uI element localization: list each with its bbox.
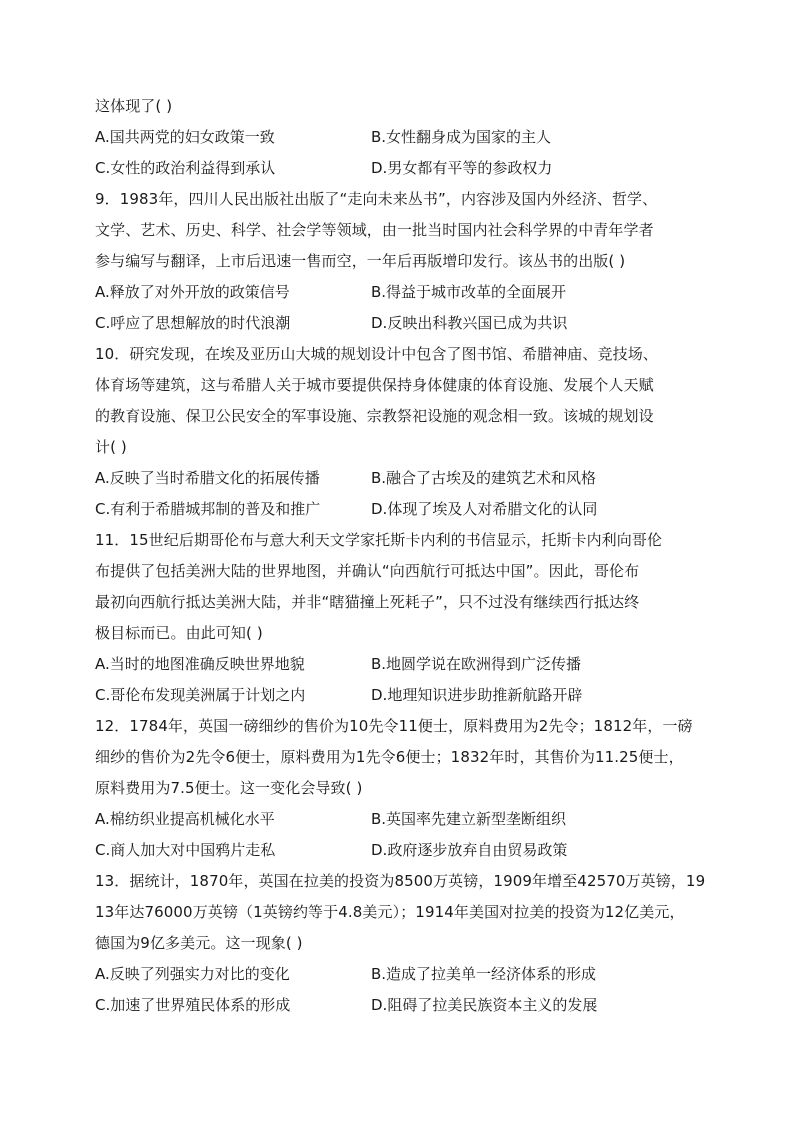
option-b[interactable]: B.得益于城市改革的全面展开 bbox=[371, 283, 567, 301]
option-b[interactable]: B.造成了拉美单一经济体系的形成 bbox=[371, 965, 597, 983]
option-c[interactable]: C.哥伦布发现美洲属于计划之内 bbox=[95, 686, 306, 704]
question-stem-line: 13．据统计，1870年，英国在拉美的投资为8500万英镑，1909年增至42570万英镑，19 bbox=[95, 872, 705, 890]
question-12 bbox=[95, 711, 705, 866]
question-stem-line: 9．1983年，四川人民出版社出版了“走向未来丛书”，内容涉及国内外经济、哲学、 bbox=[95, 190, 658, 208]
options-row bbox=[95, 494, 705, 525]
options-row bbox=[95, 990, 705, 1021]
option-c[interactable]: C.呼应了思想解放的时代浪潮 bbox=[95, 314, 291, 332]
option-c[interactable]: C.加速了世界殖民体系的形成 bbox=[95, 996, 291, 1014]
option-a[interactable]: A.释放了对外开放的政策信号 bbox=[95, 283, 290, 301]
option-a[interactable]: A.棉纺织业提高机械化水平 bbox=[95, 810, 275, 828]
options-row bbox=[95, 804, 705, 835]
options-row bbox=[95, 122, 705, 153]
question-stem-line: 原料费用为7.5便士。这一变化会导致( ) bbox=[95, 779, 363, 797]
option-b[interactable]: B.女性翻身成为国家的主人 bbox=[371, 128, 552, 146]
question-stem-line: 11．15世纪后期哥伦布与意大利天文学家托斯卡内利的书信显示，托斯卡内利向哥伦 bbox=[95, 531, 663, 549]
option-d[interactable]: D.地理知识进步助推新航路开辟 bbox=[371, 686, 583, 704]
option-c[interactable]: C.商人加大对中国鸦片走私 bbox=[95, 841, 276, 859]
option-a[interactable]: A.反映了当时希腊文化的拓展传播 bbox=[95, 469, 320, 487]
question-stem-line: 参与编写与翻译，上市后迅速一售而空，一年后再版增印发行。该丛书的出版( ) bbox=[95, 252, 626, 270]
options-row bbox=[95, 308, 705, 339]
question-stem-line: 极目标而已。由此可知( ) bbox=[95, 624, 263, 642]
option-c[interactable]: C.女性的政治利益得到承认 bbox=[95, 159, 276, 177]
question-stem-line: 细纱的售价为2先令6便士，原料费用为1先令6便士；1832年时，其售价为11.25便士， bbox=[95, 748, 684, 766]
options-row bbox=[95, 649, 705, 680]
exam-page bbox=[95, 91, 705, 1021]
option-d[interactable]: D.男女都有平等的参政权力 bbox=[371, 159, 553, 177]
question-8 bbox=[95, 91, 705, 184]
option-a[interactable]: A.当时的地图准确反映世界地貌 bbox=[95, 655, 305, 673]
options-row bbox=[95, 959, 705, 990]
question-10 bbox=[95, 339, 705, 525]
question-stem-line: 13年达76000万英镑（1英镑约等于4.8美元）；1914年美国对拉美的投资为12亿美元， bbox=[95, 903, 685, 921]
option-c[interactable]: C.有利于希腊城邦制的普及和推广 bbox=[95, 500, 321, 518]
option-a[interactable]: A.国共两党的妇女政策一致 bbox=[95, 128, 275, 146]
question-13 bbox=[95, 866, 705, 1021]
question-11 bbox=[95, 525, 705, 711]
question-stem-line: 这体现了( ) bbox=[95, 97, 173, 115]
question-stem-line: 布提供了包括美洲大陆的世界地图，并确认“向西航行可抵达中国”。因此，哥伦布 bbox=[95, 562, 640, 580]
options-row bbox=[95, 463, 705, 494]
question-stem-line: 10．研究发现，在埃及亚历山大城的规划设计中包含了图书馆、希腊神庙、竞技场、 bbox=[95, 345, 658, 363]
options-row bbox=[95, 835, 705, 866]
question-9 bbox=[95, 184, 705, 339]
options-row bbox=[95, 680, 705, 711]
question-stem-line: 德国为9亿多美元。这一现象( ) bbox=[95, 934, 303, 952]
question-stem-line: 12．1784年，英国一磅细纱的售价为10先令11便士，原料费用为2先令；1812年，一磅 bbox=[95, 717, 693, 735]
option-d[interactable]: D.政府逐步放弃自由贸易政策 bbox=[371, 841, 568, 859]
option-a[interactable]: A.反映了列强实力对比的变化 bbox=[95, 965, 290, 983]
question-stem-line: 计( ) bbox=[95, 438, 127, 456]
question-stem-line: 体育场等建筑，这与希腊人关于城市要提供保持身体健康的体育设施、发展个人天赋 bbox=[95, 376, 654, 394]
options-row bbox=[95, 153, 705, 184]
option-d[interactable]: D.反映出科教兴国已成为共识 bbox=[371, 314, 568, 332]
question-stem-line: 的教育设施、保卫公民安全的军事设施、宗教祭祀设施的观念相一致。该城的规划设 bbox=[95, 407, 654, 425]
question-stem-line: 最初向西航行抵达美洲大陆，并非“瞎猫撞上死耗子”，只不过没有继续西行抵达终 bbox=[95, 593, 640, 611]
question-stem-line: 文学、艺术、历史、科学、社会学等领域，由一批当时国内社会科学界的中青年学者 bbox=[95, 221, 654, 239]
option-b[interactable]: B.融合了古埃及的建筑艺术和风格 bbox=[371, 469, 597, 487]
option-d[interactable]: D.体现了埃及人对希腊文化的认同 bbox=[371, 500, 598, 518]
option-b[interactable]: B.地圆学说在欧洲得到广泛传播 bbox=[371, 655, 582, 673]
options-row bbox=[95, 277, 705, 308]
option-b[interactable]: B.英国率先建立新型垄断组织 bbox=[371, 810, 567, 828]
option-d[interactable]: D.阻碍了拉美民族资本主义的发展 bbox=[371, 996, 598, 1014]
